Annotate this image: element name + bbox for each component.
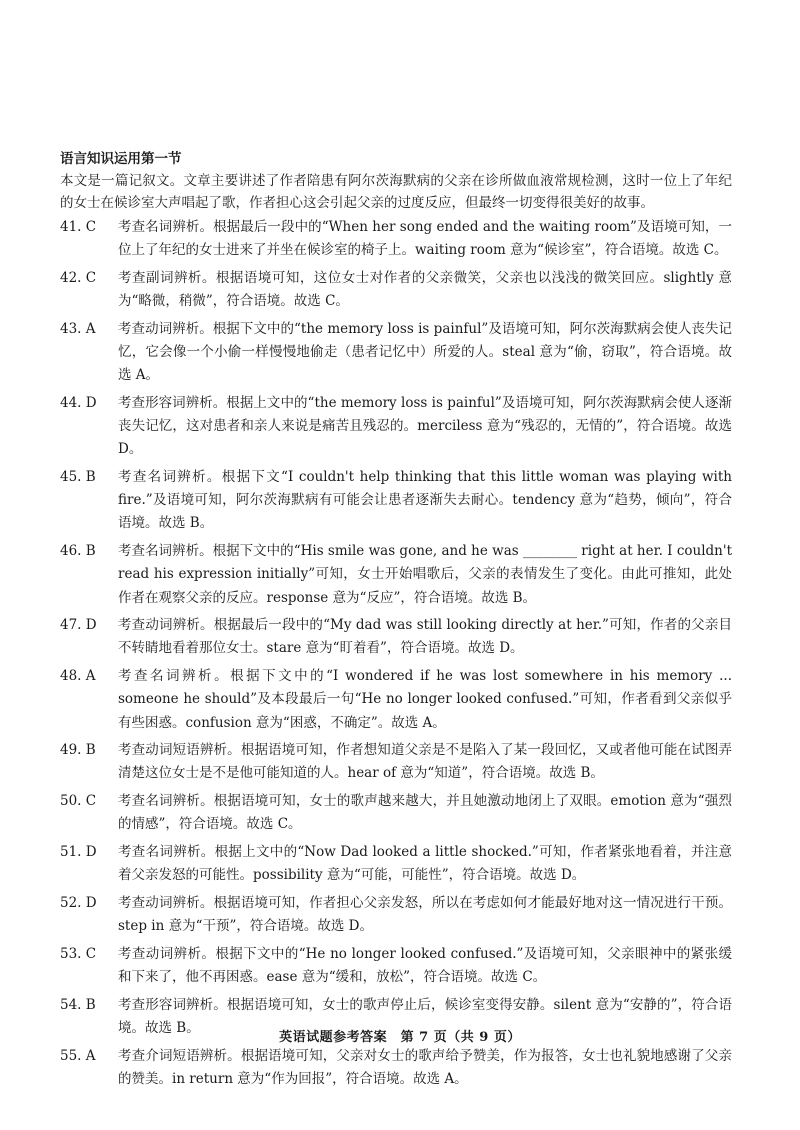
answer-number: 49. B xyxy=(60,742,96,759)
answer-explanation: 考查副词辨析。根据语境可知，这位女士对作者的父亲微笑，父亲也以浅浅的微笑回应。slightly 意为“略微，稍微”，符合语境。故选 C。 xyxy=(118,269,732,310)
answer-number: 44. D xyxy=(60,394,97,411)
answer-item xyxy=(60,739,732,785)
answer-item xyxy=(60,790,732,836)
answer-number: 48. A xyxy=(60,668,96,685)
answer-number: 54. B xyxy=(60,996,96,1013)
answer-number: 47. D xyxy=(60,617,97,634)
answer-explanation: 考查名词辨析。根据下文中的“I wondered if he was lost somewhere in his memory ... someone he should”及本段最后一句“He no longer looked confused.”可知，作者看到父亲似乎有些困惑。confusion 意为“困惑，不确定”。故选 A。 xyxy=(118,668,732,731)
answer-item xyxy=(60,665,732,735)
answer-explanation: 考查形容词辨析。根据语境可知，女士的歌声停止后，候诊室变得安静。silent 意为“安静的”，符合语境。故选 B。 xyxy=(118,996,732,1036)
answer-explanation: 考查动词辨析。根据最后一段中的“My dad was still looking directly at her.”可知，作者的父亲目不转睛地看着那位女士。stare 意为“盯着看”，符合语境。故选 D。 xyxy=(118,617,732,657)
answer-number: 41. C xyxy=(60,219,97,235)
answer-number: 52. D xyxy=(60,894,97,911)
answer-explanation: 考查动词辨析。根据下文中的“the memory loss is painful”及语境可知，阿尔茨海默病会使人丧失记忆，它会像一个小偷一样慢慢地偷走（患者记忆中）所爱的人。steal 意为“偷，窃取”，符合语境。故选 A。 xyxy=(118,320,732,384)
answer-number: 51. D xyxy=(60,844,97,861)
answer-item xyxy=(60,466,732,536)
answer-explanation: 考查名词辨析。根据下文中的“His smile was gone, and he was ________ right at her. I couldn't read his expression initially”可知，女士开始唱歌后，父亲的表情发生了变化。由此可推知，此处作者在观察父亲的反应。response 意为“反应”，符合语境。故选 B。 xyxy=(118,543,732,606)
answer-number: 55. A xyxy=(60,1047,96,1064)
answer-list xyxy=(60,216,732,1091)
page-footer: 英语试题参考答案 第 7 页（共 9 页） xyxy=(279,1030,521,1045)
answer-explanation: 考查动词辨析。根据下文中的“He no longer looked confused.”及语境可知，父亲眼神中的紧张缓和下来了，他不再困惑。ease 意为“缓和，放松”，符合语境。故选 C。 xyxy=(118,945,732,986)
answer-explanation: 考查形容词辨析。根据上文中的“the memory loss is painful”及语境可知，阿尔茨海默病会使人逐渐丧失记忆，这对患者和亲人来说是痛苦且残忍的。merciless 意为“残忍的，无情的”，符合语境。故选 D。 xyxy=(118,394,732,458)
answer-explanation: 考查名词辨析。根据上文中的“Now Dad looked a little shocked.”可知，作者紧张地看着，并注意着父亲发怒的可能性。possibility 意为“可能，可能性”，符合语境。故选 D。 xyxy=(118,844,732,884)
answer-number: 43. A xyxy=(60,320,96,337)
answer-item xyxy=(60,841,732,887)
passage-summary: 本文是一篇记叙文。文章主要讲述了作者陪患有阿尔茨海默病的父亲在诊所做血液常规检测，这时一位上了年纪的女士在候诊室大声唱起了歌，作者担心这会引起父亲的过度反应，但最终一切变得很美好的故事。 xyxy=(60,173,732,211)
answer-item xyxy=(60,1045,732,1091)
answer-number: 53. C xyxy=(60,945,97,962)
answer-explanation: 考查名词辨析。根据下文“I couldn't help thinking that this little woman was playing with fire.”及语境可知，阿尔茨海默病有可能会让患者逐渐失去耐心。tendency 意为“趋势，倾向”，符合语境。故选 B。 xyxy=(118,469,732,532)
answer-item xyxy=(60,216,732,262)
answer-item xyxy=(60,614,732,660)
answer-item xyxy=(60,943,732,989)
answer-number: 46. B xyxy=(60,543,96,560)
answer-explanation: 考查动词短语辨析。根据语境可知，作者想知道父亲是不是陷入了某一段回忆，又或者他可能在试图弄清楚这位女士是不是他可能知道的人。hear of 意为“知道”，符合语境。故选 B。 xyxy=(118,742,732,782)
answer-explanation: 考查名词辨析。根据最后一段中的“When her song ended and the waiting room”及语境可知，一位上了年纪的女士进来了并坐在候诊室的椅子上。waiting room 意为“候诊室”，符合语境。故选 C。 xyxy=(118,219,732,259)
answer-item xyxy=(60,892,732,938)
answer-number: 45. B xyxy=(60,469,96,486)
answer-page xyxy=(60,148,732,1096)
answer-number: 42. C xyxy=(60,269,97,286)
answer-item xyxy=(60,318,732,388)
answer-explanation: 考查介词短语辨析。根据语境可知，父亲对女士的歌声给予赞美，作为报答，女士也礼貌地感谢了父亲的赞美。in return 意为“作为回报”，符合语境。故选 A。 xyxy=(118,1047,732,1087)
answer-item xyxy=(60,267,732,313)
answer-explanation: 考查名词辨析。根据语境可知，女士的歌声越来越大，并且她激动地闭上了双眼。emotion 意为“强烈的情感”，符合语境。故选 C。 xyxy=(118,793,732,833)
answer-explanation: 考查动词辨析。根据语境可知，作者担心父亲发怒，所以在考虑如何才能最好地对这一情况进行干预。step in 意为“干预”，符合语境。故选 D。 xyxy=(118,894,732,935)
section-title: 语言知识运用第一节 xyxy=(60,151,182,167)
answer-item xyxy=(60,392,732,462)
answer-item xyxy=(60,540,732,610)
answer-number: 50. C xyxy=(60,793,97,810)
